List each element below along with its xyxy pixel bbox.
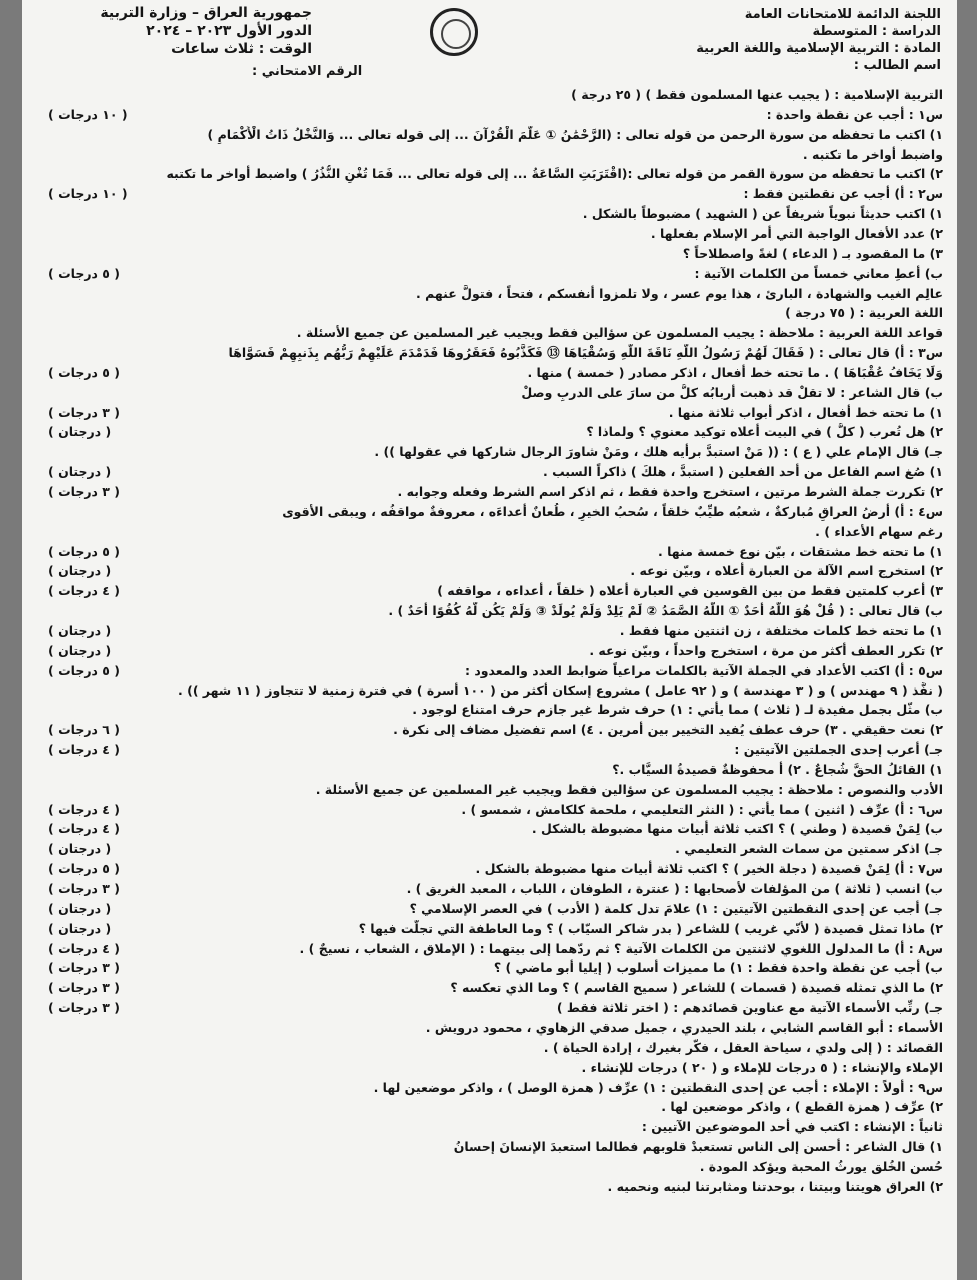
marks-label: ( ٤ درجات ) xyxy=(48,821,121,836)
marks-label: ( درجتان ) xyxy=(48,424,112,439)
question-line: ٢) ما الذي تمثله قصيدة ( قسمات ) للشاعر ( سميح القاسم ) ؟ وما الذي تعكسه ؟ xyxy=(450,980,943,995)
question-line: ٢) عرِّف ( همزة القطع ) ، واذكر موضعين لها . xyxy=(661,1099,943,1114)
marks-label: ( درجتان ) xyxy=(48,563,112,578)
question-line: س٤ : أ) أرضُ العراقِ مُباركةٌ ، شعبُه طيِّبٌ خلقاً ، سُحبُ الخيرِ ، طُعانٌ أعداءَه ، معروفةٌ مواقفُه ، ويبقى الأقوى xyxy=(282,504,943,519)
question-line: ٣) ما المقصود بـ ( الدعاء ) لغةً واصطلاحاً ؟ xyxy=(682,246,943,261)
question-line: ١) ما تحته خط كلمات مختلفة ، زن اثنتين منها فقط . xyxy=(619,623,943,638)
question-line: ١) قال الشاعر : أحسن إلى الناس تستعبدْ قلوبهم فطالما استعبدَ الإنسانَ إحسانُ xyxy=(453,1139,943,1154)
question-line: ثانياً : الإنشاء : اكتب في أحد الموضوعين الآتيين : xyxy=(641,1119,943,1134)
marks-label: ( ٤ درجات ) xyxy=(48,583,121,598)
header-line: اللجنة الدائمة للامتحانات العامة xyxy=(744,7,941,22)
header-committee xyxy=(611,6,941,74)
question-line: حُسن الخُلق يورثُ المحبة ويؤكد المودة . xyxy=(699,1159,943,1174)
question-line: ٢) اكتب ما تحفظه من سورة القمر من قوله تعالى :(اقْتَرَبَتِ السَّاعَةُ ... إلى قوله تعالى ... فَمَا تُغْنِ النُّذُرُ ) واضبط أواخر ما تكتبه xyxy=(166,166,943,181)
question-line: س٧ : أ) لِمَنْ قصيدة ( دجلة الخير ) ؟ اكتب ثلاثة أبيات منها مضبوطة بالشكل . xyxy=(475,861,943,876)
question-line: س٩ : أولاً : الإملاء : أجب عن إحدى النقطتين : ١) عرِّف ( همزة الوصل ) ، واذكر موضعين لها . xyxy=(373,1080,943,1095)
marks-label: ( ٦ درجات ) xyxy=(48,722,121,737)
question-line: ٢) العراق هويتنا وبيتنا ، بوحدتنا ومثابرتنا لبنيه ونحميه . xyxy=(607,1179,943,1194)
question-line: الأدب والنصوص : ملاحظة : يجيب المسلمون عن سؤالين فقط ويجيب غير المسلمين عن جميع الأسئلة . xyxy=(315,782,943,797)
question-line: وَلَا يَخَافُ عُقْبَاهَا ) . ما تحته خط أفعال ، اذكر مصادر ( خمسة ) منها . xyxy=(527,365,943,380)
question-line: ٢) تكرر العطف أكثر من مرة ، استخرج واحداً ، وبيّن نوعه . xyxy=(589,643,943,658)
marks-label: ( ٥ درجات ) xyxy=(48,266,121,281)
header-line: الدراسة : المتوسطة xyxy=(812,24,941,39)
marks-label: ( درجتان ) xyxy=(48,623,112,638)
header-line: الوقت : ثلاث ساعات xyxy=(171,41,312,57)
marks-label: ( ٥ درجات ) xyxy=(48,544,121,559)
question-line: عالِم الغيب والشهادة ، البارئ ، هذا يوم عسر ، ولا تلمزوا أنفسكم ، فتحاً ، فتولَّ عنهم . xyxy=(416,286,943,301)
marks-label: ( ٥ درجات ) xyxy=(48,365,121,380)
question-line: ١) اكتب حديثاً نبوياً شريفاً عن ( الشهيد ) مضبوطاً بالشكل . xyxy=(582,206,943,221)
question-line: ب) قال الشاعر : لا تقلْ قد ذهبت أربابُه كلُّ من سارَ على الدربِ وصلْ xyxy=(521,385,943,400)
question-line: ٢) ماذا تمثل قصيدة ( لأنّي غريب ) للشاعر ( بدر شاكر السيّاب ) ؟ وما العاطفة التي تجلّت فيها ؟ xyxy=(358,921,943,936)
question-line: س٨ : أ) ما المدلول اللغوي لاثنتين من الكلمات الآتية ؟ ثم ردّهما إلى بيتهما : ( الإملاق ، الشعاب ، نسيجٌ ) . xyxy=(299,941,943,956)
question-line: الإملاء والإنشاء : ( ٥ درجات للإملاء و ( ٢٠ ) درجات للإنشاء . xyxy=(581,1060,943,1075)
question-line: التربية الإسلامية : ( يجيب عنها المسلمون فقط ) ( ٢٥ درجة ) xyxy=(571,87,943,102)
header-line: اسم الطالب : xyxy=(853,58,941,73)
marks-label: ( ٣ درجات ) xyxy=(48,1000,121,1015)
question-line: جـ) رتِّب الأسماء الآتية مع عناوين قصائدهم : ( اختر ثلاثة فقط ) xyxy=(556,1000,943,1015)
marks-label: ( ٣ درجات ) xyxy=(48,980,121,995)
question-line: اللغة العربية : ( ٧٥ درجة ) xyxy=(785,305,943,320)
question-line: ٢) هل تُعرب ( كلُّ ) في البيت أعلاه توكيد معنوي ؟ ولماذا ؟ xyxy=(586,424,943,439)
question-line: ب) قال تعالى : ( قُلْ هُوَ اللَّهُ أَحَدٌ ① اللَّهُ الصَّمَدُ ② لَمْ يَلِدْ وَلَمْ يُولَدْ ③ وَلَمْ يَكُن لَّهُ كُفُوًا أَحَدٌ ) . xyxy=(388,603,943,618)
question-line: س٥ : أ) اكتب الأعداد في الجملة الآتية بالكلمات مراعياً ضوابط العدد والمعدود : xyxy=(464,663,943,678)
marks-label: ( درجتان ) xyxy=(48,643,112,658)
question-line: س٣ : أ) قال تعالى : ( فَقَالَ لَهُمْ رَسُولُ اللَّهِ نَاقَةَ اللَّهِ وَسُقْيَاهَا ⑬ فَكَذَّبُوهُ فَعَقَرُوهَا فَدَمْدَمَ عَلَيْهِمْ رَبُّهُم بِذَنبِهِمْ فَسَوَّاهَا xyxy=(228,345,943,360)
question-line: ١) اكتب ما تحفظه من سورة الرحمن من قوله تعالى : (الرَّحْمَٰنُ ① عَلَّمَ الْقُرْآنَ ... إلى قوله تعالى ... وَالنَّخْلُ ذَاتُ الْأَكْمَامِ ) xyxy=(207,127,943,142)
question-line: ٣) أعرب كلمتين فقط من بين القوسين في العبارة أعلاه ( خلقاً ، أعداءه ، مواقفه ) xyxy=(437,583,943,598)
marks-label: ( ٤ درجات ) xyxy=(48,802,121,817)
question-line: ب) مثّل بجمل مفيدة لـ ( ثلاث ) مما يأتي : ١) حرف شرط غير جازم حرف امتناع لوجود . xyxy=(412,702,943,717)
exam-sheet xyxy=(22,0,957,1280)
question-line: ٢) عدد الأفعال الواجبة التي أمر الإسلام بفعلها . xyxy=(650,226,943,241)
marks-label: ( ٥ درجات ) xyxy=(48,861,121,876)
marks-label: ( درجتان ) xyxy=(48,841,112,856)
ministry-seal-icon xyxy=(430,8,478,56)
question-line: واضبط أواخر ما تكتبه . xyxy=(802,147,943,162)
question-line: ب) أجب عن نقطة واحدة فقط : ١) ما مميزات أسلوب ( إيليا أبو ماضي ) ؟ xyxy=(493,960,943,975)
question-line: جـ) أعرب إحدى الجملتين الآتيتين : xyxy=(734,742,943,757)
marks-label: ( ٤ درجات ) xyxy=(48,941,121,956)
exam-number-label: الرقم الامتحاني : xyxy=(252,64,363,79)
question-line: رغم سهام الأعداء ) . xyxy=(815,524,943,539)
question-line: القصائد : ( إلى ولدي ، سياحة العقل ، فكّر بغيرك ، إرادة الحياة ) . xyxy=(543,1040,943,1055)
question-line: س٦ : أ) عرِّف ( اثنين ) مما يأتي : ( النثر التعليمي ، ملحمة كلكامش ، شمسو ) . xyxy=(461,802,943,817)
question-line: الأسماء : أبو القاسم الشابي ، بلند الحيدري ، جميل صدقي الزهاوي ، محمود درويش . xyxy=(425,1020,943,1035)
marks-label: ( درجتان ) xyxy=(48,901,112,916)
header-line: جمهورية العراق – وزارة التربية xyxy=(100,5,312,21)
marks-label: ( ١٠ درجات ) xyxy=(48,107,128,122)
marks-label: ( ٣ درجات ) xyxy=(48,405,121,420)
question-line: قواعد اللغة العربية : ملاحظة : يجيب المسلمون عن سؤالين فقط ويجيب غير المسلمين عن جميع الأسئلة . xyxy=(296,325,943,340)
question-line: جـ) قال الإمام علي ( ع ) : (( مَنْ استبدَّ برأيه هلك ، ومَنْ شاورَ الرجال شاركها في عقولها )) . xyxy=(374,444,943,459)
question-line: س٢ : أ) أجب عن نقطتين فقط : xyxy=(743,186,943,201)
question-line: ١) ما تحته خط مشتقات ، بيّن نوع خمسة منها . xyxy=(658,544,943,559)
question-line: ٢) نعت حقيقي . ٣) حرف عطف يُفيد التخيير بين أمرين . ٤) اسم تفضيل مضاف إلى نكرة . xyxy=(393,722,943,737)
question-line: ب) أعطِ معاني خمساً من الكلمات الآتية : xyxy=(694,266,943,281)
question-line: ١) القائلُ الحقَّ شُجاعٌ . ٢) أ محفوظةٌ قصيدةُ السيَّاب .؟ xyxy=(612,762,943,777)
question-line: ١) ما تحته خط أفعال ، اذكر أبواب ثلاثة منها . xyxy=(668,405,943,420)
question-line: ٢) تكررت جملة الشرط مرتين ، استخرج واحدة فقط ، ثم اذكر اسم الشرط وفعله وجوابه . xyxy=(397,484,943,499)
marks-label: ( درجتان ) xyxy=(48,921,112,936)
marks-label: ( ٣ درجات ) xyxy=(48,960,121,975)
question-line: ( نفَّذ ( ٩ مهندس ) و ( ٣ مهندسة ) و ( ٩٢ عامل ) مشروع إسكان أكثر من ( ١٠٠ أسرة ) في فترة زمنية لا تتجاوز ( ١١ شهر )) . xyxy=(178,683,943,698)
question-line: جـ) اذكر سمتين من سمات الشعر التعليمي . xyxy=(675,841,943,856)
header-line: الدور الأول ٢٠٢٣ – ٢٠٢٤ xyxy=(146,23,312,39)
marks-label: ( ١٠ درجات ) xyxy=(48,186,128,201)
header-line: المادة : التربية الإسلامية واللغة العربية xyxy=(696,41,941,56)
question-line: جـ) أجب عن إحدى النقطتين الآتيتين : ١) علامَ تدل كلمة ( الأدب ) في العصر الإسلامي ؟ xyxy=(409,901,943,916)
question-line: س١ : أجب عن نقطة واحدة : xyxy=(766,107,943,122)
marks-label: ( ٥ درجات ) xyxy=(48,663,121,678)
question-line: ب) لِمَنْ قصيدة ( وطني ) ؟ اكتب ثلاثة أبيات منها مضبوطة بالشكل . xyxy=(531,821,943,836)
marks-label: ( ٤ درجات ) xyxy=(48,742,121,757)
question-line: ١) صُغ اسم الفاعل من أحد الفعلين ( استبدَّ ، هلكَ ) ذاكراً السبب . xyxy=(542,464,943,479)
question-line: ٢) استخرج اسم الآلة من العبارة أعلاه ، وبيّن نوعه . xyxy=(630,563,943,578)
question-line: ب) انسب ( ثلاثة ) من المؤلفات لأصحابها : ( عنترة ، الطوفان ، اللباب ، المعبد الغريق ) . xyxy=(406,881,943,896)
marks-label: ( ٣ درجات ) xyxy=(48,881,121,896)
header-ministry xyxy=(62,4,312,58)
marks-label: ( درجتان ) xyxy=(48,464,112,479)
marks-label: ( ٣ درجات ) xyxy=(48,484,121,499)
